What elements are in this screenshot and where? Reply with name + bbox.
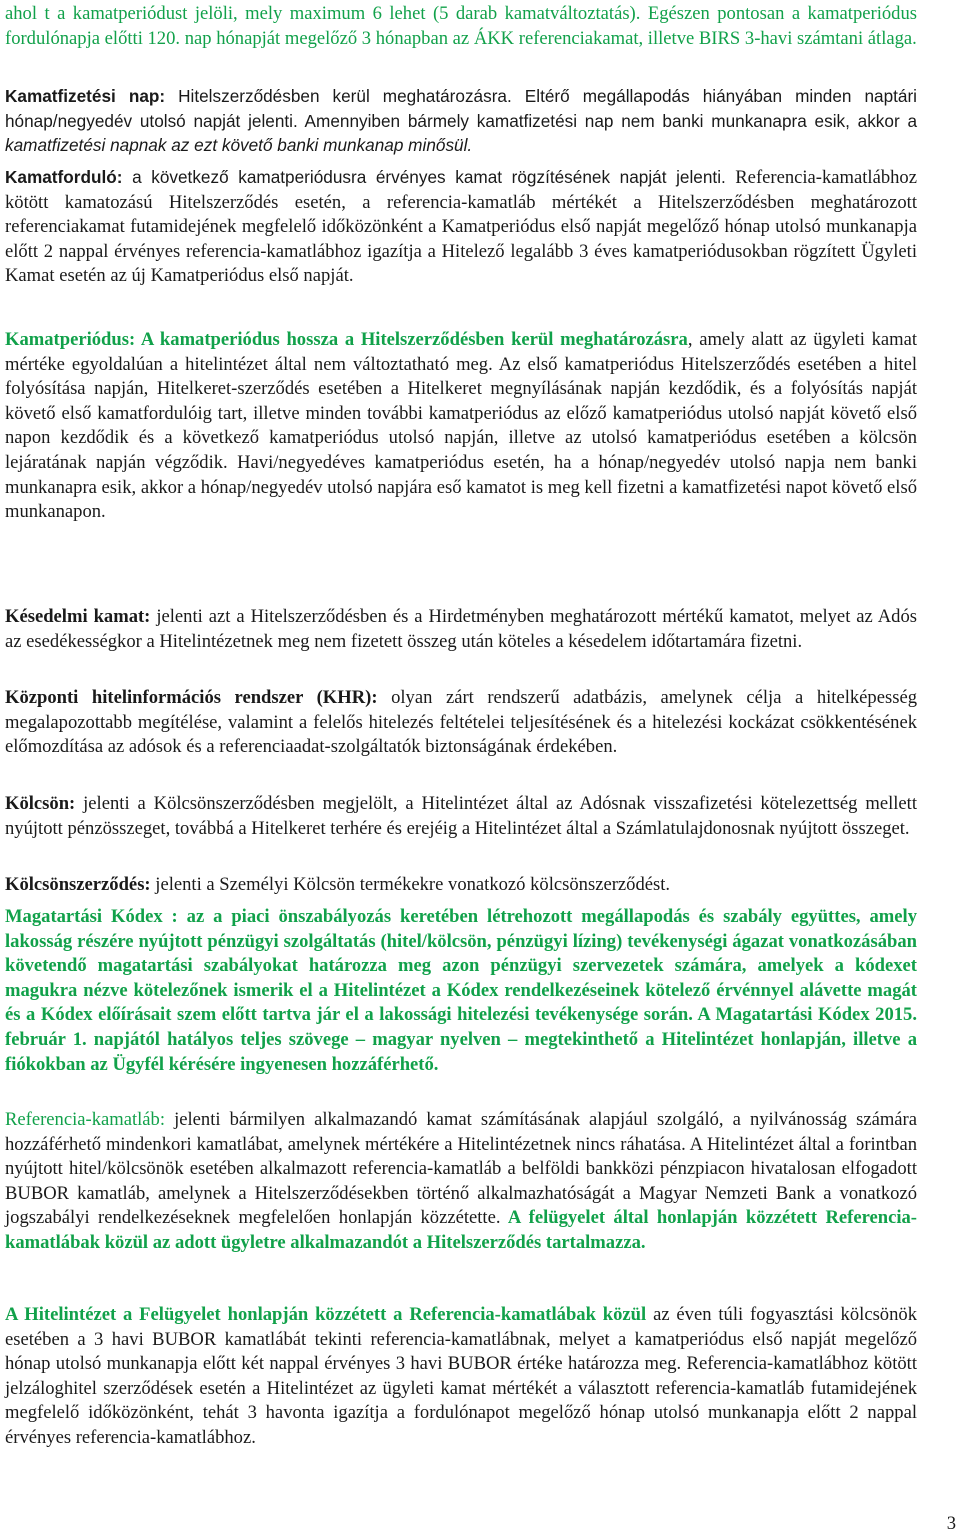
term-kesedelmi-kamat: Késedelmi kamat:: [5, 606, 151, 627]
definition-text: a következő kamatperiódusra érvényes kamat rögzítésének napját jelenti.: [122, 167, 726, 187]
term-kamatfizetesi-nap: Kamatfizetési nap:: [5, 86, 166, 106]
paragraph-khr: [5, 686, 917, 760]
term-kolcsonszerzodes: Kölcsönszerződés:: [5, 874, 151, 895]
paragraph-kolcson: [5, 792, 917, 841]
paragraph-kamatperiodus-formula: [5, 2, 917, 51]
definition-text: olyan zárt rendszerű adatbázis, amelynek célja a hitelképesség megalapozottabb megítélése, valamint a felelős hitelezés feltételei teljesítésének és a hitelezési kockázat csökkentésének előmozdítása az adósok és a referenciaadat-szolgáltatók biztonságának érdekében.: [5, 687, 917, 758]
green-bold-text: A felügyelet által honlapján közzétett Referencia-kamatlábak közül az adott ügyletre alkalmazandót a Hitelszerződés tartalmazza.: [5, 1207, 917, 1253]
paragraph-kesedelmi-kamat: [5, 605, 917, 654]
italic-text: kamatfizetési napnak az ezt követő banki munkanap minősül.: [5, 135, 473, 156]
paragraph-kolcsonszerzodes: [5, 873, 670, 898]
green-bold-text: Magatartási Kódex : az a piaci önszabályozás keretében létrehozott megállapodás és szabály együttes, amely lakosság részére nyújtott pénzügyi szolgáltatás (hitel/kölcsön, pénzügyi lízing) tevékenységi ágazat vonatkozásában követendő magatartási szabályokat határozza meg azon pénzügyi szervezetek számára, amelyek a kódexet magukra nézve kötelezőnek ismerik el a Hitelintézet a Kódex rendelkezéseinek kötelező érvénnyel alávette magát és a Kódex előírásait szem előtt tartva jár el a lakossági hitelezési tevékenysége során. A Magatartási Kódex 2015. február 1. napjától hatályos teljes szövege – magyar nyelven – megtekinthető a Hitelintézet honlapján, illetve a fiókokban az Ügyfél kérésére ingyenesen hozzáférhető.: [5, 906, 917, 1075]
definition-text: jelenti a Kölcsönszerződésben megjelölt, a Hitelintézet által az Adósnak visszafizetési kötelezettség mellett nyújtott pénzösszeget, továbbá a Hitelkeret terhére és erejéig a Hitelintézet által a Számlatulajdonosnak nyújtott összeget.: [5, 793, 917, 839]
definition-text: jelenti a Személyi Kölcsön termékekre vonatkozó kölcsönszerződést.: [150, 874, 671, 895]
definition-text: , amely alatt az ügyleti kamat mértéke egyoldalúan a hitelintézet által nem változtatható meg. Az első kamatperiódus Hitelszerződés esetében a hitel folyósítása napján, Hitelkeret-szerződés esetében a Hitelkeret megnyílásának napján kezdődik, és a folyósítás napját követő első kamatfordulóig tart, illetve minden további kamatperiódus az előző kamatperiódus utolsó napját követő első napon kezdődik és a következő kamatperiódus utolsó napján, illetve az utolsó kamatperiódus esetében a kölcsön lejáratának napján végződik. Havi/negyedéves kamatperiódus esetén, ha a hónap/negyedév utolsó napja nem banki munkanapra esik, akkor a hónap/negyedév utolsó napjára eső kamatot is meg kell fizetni a kamatfizetési napot követő első munkanapon.: [5, 329, 917, 523]
paragraph-hitelintezet-referencia: [5, 1303, 917, 1451]
term-referencia-kamatlab: Referencia-kamatláb:: [5, 1109, 166, 1130]
term-kamatperiodus: Kamatperiódus: A kamatperiódus hossza a Hitelszerződésben kerül meghatározásra: [5, 329, 688, 350]
definition-text-2: Referencia-kamatlábhoz kötött kamatozású Hitelszerződés esetén, a referencia-kamatláb mértékét a Hitelszerződésben meghatározott referenciakamat futamidejének megfelelő időközönként a Kamatperiódus első napját megelőző hónap utolsó munkanapja előtt 2 nappal érvényes referencia-kamatlábhoz igazítja a Hitelező legalább 3 éves kamatperiódusokban rögzített Ügyleti Kamat esetén az új Kamatperiódus első napját.: [5, 167, 917, 287]
paragraph-kamatfordulo: [5, 165, 917, 289]
term-kamatfordulo: Kamatforduló:: [5, 167, 123, 187]
term-kolcson: Kölcsön:: [5, 793, 76, 814]
page-number: 3: [946, 1513, 956, 1534]
paragraph-kamatfizetesi-nap: [5, 84, 917, 158]
green-text: ahol t a kamatperiódust jelöli, mely maximum 6 lehet (5 darab kamatváltoztatás). Egészen pontosan a kamatperiódus fordulónapja előtti 120. nap hónapját megelőző 3 hónapban az ÁKK referenciakamat, illetve BIRS 3-havi számtani átlaga.: [5, 3, 917, 49]
definition-text: jelenti azt a Hitelszerződésben és a Hirdetményben meghatározott mértékű kamatot, melyet az Adós az esedékességkor a Hitelintézetnek meg nem fizetett összeg után köteles a késedelem időtartamára fizetni.: [5, 606, 917, 652]
definition-text: az éven túli fogyasztási kölcsönök esetében a 3 havi BUBOR kamatlábát tekinti referencia-kamatlábnak, melyet a kamatperiódus első napját megelőző hónap utolsó munkanapja előtt két nappal érvényes 3 havi BUBOR értéke határozza meg. Referencia-kamatlábhoz kötött jelzáloghitel szerződések esetén a Hitelintézet az ügyleti kamat mértékét a választott referencia-kamatláb futamidejének megfelelő időközönként, tehát 3 havonta igazítja a fordulónapot megelőző hónap utolsó munkanapja előtt 2 nappal érvényes referencia-kamatlábhoz.: [5, 1304, 917, 1448]
definition-text: jelenti bármilyen alkalmazandó kamat számításának alapjául szolgáló, a nyilvánosság számára hozzáférhető mindenkori kamatlábat, amelynek mértékére a Hitelintézetnek nincs ráhatása. A Hitelintézet által a forintban nyújtott hitel/kölcsönök esetében alkalmazott referencia-kamatláb a belföldi bankközi pénzpiacon hivatalosan elfogadott BUBOR kamatláb, amelynek a Hitelszerződésekben történő alkalmazhatóságát a Magyar Nemzeti Bank a vonatkozó jogszabályi rendelkezéseknek megfelelően honlapján közzétette.: [5, 1109, 917, 1229]
green-bold-text: A Hitelintézet a Felügyelet honlapján közzétett a Referencia-kamatlábak közül: [5, 1304, 647, 1325]
paragraph-magatartasi-kodex: [5, 905, 917, 1077]
paragraph-referencia-kamatlab: [5, 1108, 917, 1256]
definition-text: Hitelszerződésben kerül meghatározásra. Eltérő megállapodás hiányában minden naptári hónap/negyedév utolsó napját jelenti. Amennyiben bármely kamatfizetési nap nem banki munkanapra esik, akkor a: [5, 86, 918, 131]
paragraph-kamatperiodus: [5, 328, 917, 525]
term-khr: Központi hitelinformációs rendszer (KHR):: [5, 687, 378, 708]
